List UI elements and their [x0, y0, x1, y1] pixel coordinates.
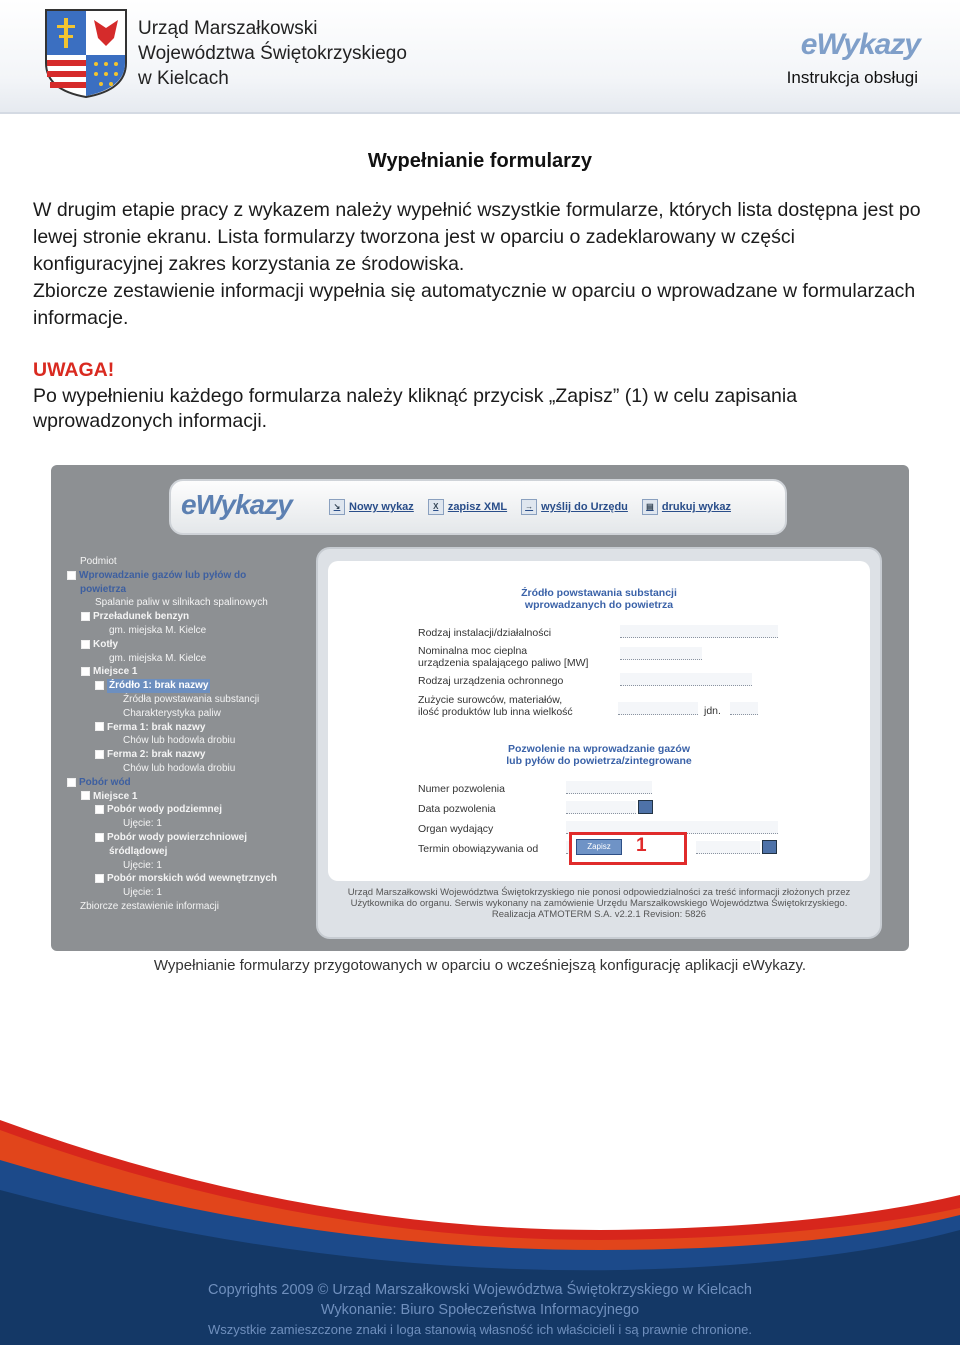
- field-label: Rodzaj instalacji/działalności: [418, 627, 552, 639]
- field-label: Nominalna moc cieplna: [418, 645, 528, 657]
- thermal-power-field[interactable]: [620, 647, 702, 660]
- app-footer: [318, 887, 880, 920]
- tree-item[interactable]: powietrza: [80, 583, 127, 595]
- tree-item[interactable]: Ujęcie: 1: [123, 859, 162, 871]
- permit-number-field[interactable]: [566, 781, 652, 794]
- collapse-icon: [95, 805, 104, 814]
- tree-item-label: Ferma 2: brak nazwy: [107, 749, 206, 761]
- tree-item[interactable]: Ujęcie: 1: [123, 887, 162, 899]
- org-line: Urząd Marszałkowski: [138, 18, 318, 39]
- tree-item-label: Miejsce 1: [93, 790, 138, 802]
- tree-item[interactable]: [65, 831, 305, 845]
- tree-item[interactable]: [65, 748, 305, 762]
- send-label: wyślij do Urzędu: [541, 501, 628, 513]
- new-document-icon: ↘: [329, 499, 345, 515]
- xml-icon: X: [428, 499, 444, 515]
- tree-item[interactable]: Źródła powstawania substancji: [123, 693, 260, 705]
- consumption-field[interactable]: [618, 702, 698, 715]
- tree-item[interactable]: gm. miejska M. Kielce: [109, 624, 207, 636]
- collapse-icon: [81, 667, 90, 676]
- tree-item[interactable]: [65, 610, 305, 624]
- tree-item[interactable]: Zbiorcze zestawienie informacji: [80, 900, 219, 912]
- collapse-icon: [95, 833, 104, 842]
- form-section-title: wprowadzanych do powietrza: [524, 599, 674, 611]
- tree-item[interactable]: [65, 638, 305, 652]
- new-list-link[interactable]: [329, 499, 414, 515]
- tree-item[interactable]: Chów lub hodowla drobiu: [123, 735, 236, 747]
- app-toolbar: [169, 479, 787, 535]
- tree-item[interactable]: śródlądowej: [109, 845, 168, 857]
- app-screenshot: [51, 465, 909, 951]
- tree-item[interactable]: Charakterystyka paliw: [123, 707, 221, 719]
- callout-number: 1: [636, 835, 647, 856]
- field-label: Organ wydający: [418, 823, 494, 835]
- new-list-label: Nowy wykaz: [349, 501, 414, 513]
- tree-item[interactable]: gm. miejska M. Kielce: [109, 652, 207, 664]
- section-title: Wypełnianie formularzy: [367, 150, 593, 172]
- tree-item[interactable]: [65, 872, 305, 886]
- permit-date-field[interactable]: [566, 801, 636, 814]
- collapse-icon: [95, 722, 104, 731]
- collapse-icon: [95, 681, 104, 690]
- tree-item-label: Wprowadzanie gazów lub pyłów do: [79, 569, 247, 581]
- form-panel: [316, 547, 882, 939]
- app-footer-line: Realizacja ATMOTERM S.A. v2.2.1 Revision: 5826: [491, 909, 707, 920]
- tree-item[interactable]: [65, 776, 305, 790]
- footer-credits: Wykonanie: Biuro Społeczeństwa Informacyjnego: [320, 1302, 640, 1318]
- tree-item-selected[interactable]: [65, 679, 305, 693]
- field-label: ilość produktów lub inna wielkość: [418, 706, 573, 718]
- footer-copyright: Copyrights 2009 © Urząd Marszałkowski Województwa Świętokrzyskiego w Kielcach: [208, 1282, 752, 1298]
- tree-item-label: Kotły: [93, 638, 118, 650]
- tree-item[interactable]: Ujęcie: 1: [123, 818, 162, 830]
- field-label: Zużycie surowców, materiałów,: [418, 694, 563, 706]
- tree-item[interactable]: [65, 790, 305, 804]
- field-label: Numer pozwolenia: [418, 783, 505, 795]
- tree-item[interactable]: [65, 803, 305, 817]
- collapse-icon: [81, 791, 90, 800]
- collapse-icon: [81, 612, 90, 621]
- printer-icon: ▤: [642, 499, 658, 515]
- collapse-icon: [95, 750, 104, 759]
- org-line: Województwa Świętokrzyskiego: [138, 43, 407, 64]
- paragraph: W drugim etapie pracy z wykazem należy wypełnić wszystkie formularze, których lista dostępna jest po lewej stronie ekranu. Lista formularzy tworzona jest w oparciu o zadeklarowany w części konfiguracyjnej zakres korzystania ze środowiska.: [33, 199, 921, 275]
- save-xml-link[interactable]: [428, 499, 507, 515]
- tree-item[interactable]: Spalanie paliw w silnikach spalinowych: [95, 597, 268, 609]
- installation-type-field[interactable]: [620, 625, 778, 638]
- field-label: Rodzaj urządzenia ochronnego: [418, 675, 564, 687]
- document-type: Instrukcja obsługi: [786, 68, 918, 87]
- protective-device-field[interactable]: [620, 673, 752, 686]
- collapse-icon: [67, 571, 76, 580]
- save-button[interactable]: Zapisz: [576, 839, 622, 855]
- form-section-title: Pozwolenie na wprowadzanie gazów: [507, 743, 691, 755]
- collapse-icon: [81, 640, 90, 649]
- tree-item-label: Przeładunek benzyn: [93, 611, 190, 623]
- tree-item[interactable]: [65, 665, 305, 679]
- form-section-title: Źródło powstawania substancji: [521, 587, 677, 599]
- footer-disclaimer: Wszystkie zamieszczone znaki i loga stanowią własność ich właścicieli i są prawnie chronione.: [207, 1322, 753, 1337]
- app-footer-line: Użytkownika do organu. Serwis wykonany na zamówienie Urzędu Marszałkowskiego Województwa Świętokrzyskiego.: [350, 898, 848, 909]
- warning-label: UWAGA!: [33, 359, 115, 381]
- figure-caption: Wypełnianie formularzy przygotowanych w oparciu o wcześniejszą konfigurację aplikacji eWykazy.: [153, 957, 807, 974]
- field-label: Termin obowiązywania od: [418, 843, 539, 855]
- calendar-icon[interactable]: [762, 840, 777, 854]
- ewykazy-logo: eWykazy: [800, 28, 920, 61]
- tree-item-label: Pobór wód: [79, 776, 131, 788]
- tree-item-label: Pobór wody powierzchniowej: [107, 831, 248, 843]
- send-link[interactable]: [521, 499, 628, 515]
- tree-item-label: Źródło 1: brak nazwy: [109, 680, 209, 692]
- tree-item[interactable]: [65, 721, 305, 735]
- coat-of-arms-icon: [44, 8, 128, 98]
- paragraph: Po wypełnieniu każdego formularza należy kliknąć przycisk „Zapisz” (1) w celu zapisania wprowadzonych informacji.: [33, 385, 798, 432]
- paragraph: Zbiorcze zestawienie informacji wypełnia się automatycznie w oparciu o wprowadzane w formularzach informacje.: [33, 280, 916, 329]
- form-section-title: lub pyłów do powietrza/zintegrowane: [506, 755, 692, 767]
- forms-tree: [65, 555, 305, 914]
- field-label: urządzenia spalającego paliwo [MW]: [418, 657, 589, 669]
- tree-item[interactable]: [65, 569, 305, 583]
- calendar-icon[interactable]: [638, 800, 653, 814]
- valid-to-field[interactable]: [696, 841, 760, 854]
- tree-item[interactable]: Chów lub hodowla drobiu: [123, 762, 236, 774]
- page-header: [0, 0, 960, 114]
- collapse-icon: [95, 874, 104, 883]
- field-label: Data pozwolenia: [418, 803, 496, 815]
- collapse-icon: [67, 778, 76, 787]
- unit-field[interactable]: [730, 702, 758, 715]
- tree-item-label: Pobór wody podziemnej: [107, 804, 223, 816]
- tree-item[interactable]: Podmiot: [80, 556, 117, 567]
- app-footer-line: Urząd Marszałkowski Województwa Świętokrzyskiego nie ponosi odpowiedzialności za treść informacji złożonych przez: [347, 887, 851, 898]
- tree-item-label: Miejsce 1: [93, 666, 138, 678]
- toolbar-items: [329, 499, 731, 515]
- organization-name: [138, 16, 407, 91]
- org-line: w Kielcach: [138, 68, 229, 89]
- save-xml-label: zapisz XML: [447, 501, 508, 513]
- print-link[interactable]: [642, 499, 731, 515]
- send-icon: →: [521, 499, 537, 515]
- unit-label: jdn.: [704, 705, 721, 717]
- print-label: drukuj wykaz: [661, 501, 731, 513]
- app-logo: eWykazy: [181, 489, 292, 520]
- tree-item-label: Ferma 1: brak nazwy: [107, 721, 206, 733]
- tree-item-label: Pobór morskich wód wewnętrznych: [107, 873, 278, 885]
